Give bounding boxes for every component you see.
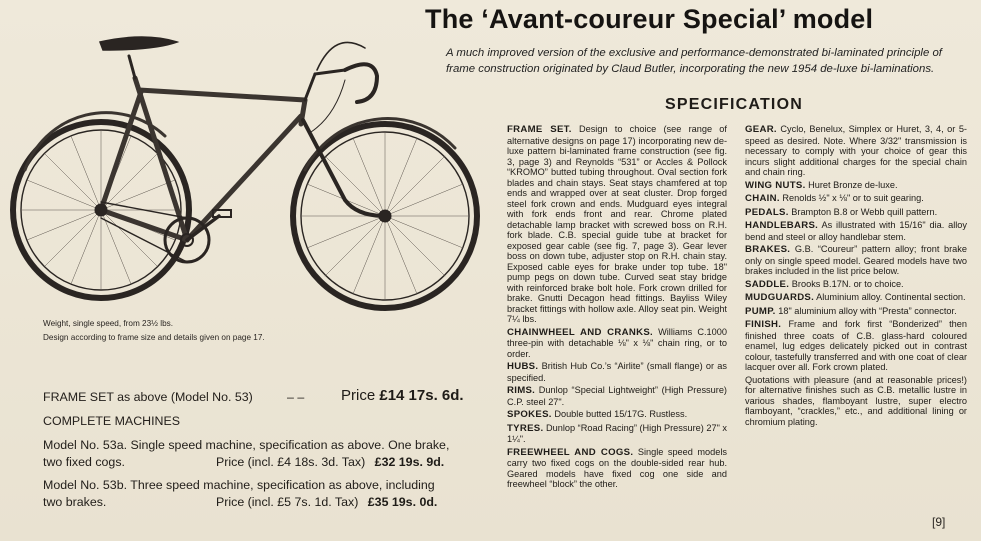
spec-entry — [745, 279, 967, 291]
spec-text: Single speed models carry two fixed cogs on the double-sided rear hub. Geared models have fixed cog one side and freewheel “block” the other. — [507, 446, 727, 489]
spec-label: MUDGUARDS. — [745, 292, 815, 303]
spec-label: HANDLEBARS. — [745, 220, 819, 231]
page-title: The ‘Avant-coureur Special’ model — [425, 4, 874, 34]
frame-set-price: £14 17s. 6d. — [379, 387, 464, 404]
spec-entry — [745, 124, 967, 178]
spec-column-right — [745, 124, 967, 429]
spec-entry — [507, 409, 727, 421]
spec-label: PEDALS. — [745, 206, 789, 218]
spec-label: CHAINWHEEL AND CRANKS. — [507, 326, 653, 338]
spec-label: HUBS. — [507, 361, 539, 372]
spec-label: TYRES. — [507, 422, 544, 434]
intro-paragraph: A much improved version of the exclusive and performance-demonstrated bi-laminated principle of frame construction originated by Claud Butler, incorporating the new 1954 de-luxe bi-laminations. — [446, 47, 942, 75]
model-53b-price-text: Price (incl. £5 7s. 1d. Tax) — [216, 495, 359, 509]
spec-text: Brampton B.8 or Webb quill pattern. — [791, 206, 938, 217]
spec-entry — [745, 306, 967, 318]
spec-label: CHAIN. — [745, 193, 780, 204]
spec-label: FINISH. — [745, 319, 782, 330]
frame-set-price-prefix: Price — [341, 387, 376, 404]
spec-text: Brooks B.17N. or to choice. — [791, 278, 904, 289]
spec-text: Dunlop “Road Racing” (High Pressure) 27" x 1¼". — [507, 422, 727, 444]
model-53a-desc-2: two fixed cogs. — [43, 455, 125, 469]
model-53a-price: £32 19s. 9d. — [374, 455, 445, 469]
spec-label: GEAR. — [745, 124, 777, 135]
spec-text: As illustrated with 15/16" dia. alloy bend and steel or alloy handlebar stem. — [745, 220, 968, 242]
model-53b-price: £35 19s. 0d. — [367, 495, 438, 509]
spec-text: Frame and fork first “Bonderized” then finished three coats of C.B. glass-hard coloured enamel, lug edges delicately picked out in contrast colour, tastefully transferred and with one coat of clear lacquer over all. Fork crown plated. — [745, 319, 967, 372]
spec-entry — [507, 423, 727, 445]
model-53b-price-line — [216, 495, 437, 509]
specification-heading: SPECIFICATION — [665, 96, 803, 113]
page-number: [9] — [932, 515, 946, 529]
spec-text: Dunlop “Special Lightweight” (High Pressure) C.P. steel 27". — [507, 385, 727, 407]
spec-entry — [745, 375, 967, 428]
frame-set-price-line — [341, 387, 464, 404]
spec-label: SPOKES. — [507, 409, 552, 420]
bicycle-illustration — [5, 20, 492, 320]
spec-entry — [745, 319, 967, 373]
spec-text: Huret Bronze de-luxe. — [808, 179, 898, 190]
spec-label: WING NUTS. — [745, 179, 806, 191]
spec-entry — [507, 124, 727, 325]
spec-entry — [745, 244, 967, 277]
frame-set-label: FRAME SET as above (Model No. 53) — [43, 390, 253, 404]
spec-entry — [745, 193, 967, 205]
spec-text: Quotations with pleasure (and at reasonable prices!) for alternative finishes such as C.B. metallic lustre in various shades, flamboyant lustre, super electro flamboyant, “crackles,” etc., and additional lining or chromium plating. — [745, 374, 967, 427]
spec-label: FRAME SET. — [507, 124, 572, 135]
spec-entry — [745, 180, 967, 192]
model-53b-desc-2: two brakes. — [43, 495, 107, 509]
spec-text: Williams C.1000 three-pin with detachable ⅛" x ⅛" chain ring, or to order. — [507, 326, 727, 359]
spec-text: Design to choice (see range of alternative designs on page 17) incorporating new de-luxe pattern bi-laminated frame construction (see fig. 3, page 3) and Reynolds “531” or Accles & Pollock “KROMO” butted tubing throughout. Oval section fork blades and chain stays. Seat stays chamfered at top ends and wrapped over at seat cluster. Drop forged steel fork crown and ends. Mudguard eyes integral with fork ends front and rear. Chrome plated detachable lamp bracket with screwed boss on R.H. fork blade. C.B. special guide tube at bracket for exposed gear cable (see fig. 7, page 3). Gear lever boss on down tube, adjuster stop on R.H. chain stay. Exposed cable eyes for brake under top tube. 18" pump pegs on down tube. Curved seat stay bridge with reinforced brake bolt hole. Fork crown drilled for brake. Gnutti Decagon head fittings. Bayliss Wiley bracket fittings with hollow axle. Alloy seat pin. Weight 7¼ lbs. — [507, 124, 727, 324]
illustration-caption — [43, 318, 303, 346]
spec-entry — [507, 447, 727, 490]
spec-label: SADDLE. — [745, 278, 790, 290]
spec-text: 18" aluminium alloy with “Presta” connector. — [778, 305, 957, 316]
spec-label: RIMS. — [507, 385, 536, 396]
model-53a-price-line — [216, 455, 444, 469]
model-53b-desc: Model No. 53b. Three speed machine, specification as above, including — [43, 478, 435, 492]
spec-text: British Hub Co.’s “Airlite” (small flange) or as specified. — [507, 361, 727, 383]
spec-text: Renolds ½" x ⅛" or to suit gearing. — [782, 193, 924, 203]
spec-label: FREEWHEEL AND COGS. — [507, 446, 634, 458]
spec-entry — [745, 207, 967, 219]
spec-entry — [745, 220, 967, 242]
spec-entry — [745, 292, 967, 304]
complete-machines-heading: COMPLETE MACHINES — [43, 414, 181, 428]
spec-label: PUMP. — [745, 305, 776, 317]
spec-column-left — [507, 124, 727, 492]
spec-entry — [507, 361, 727, 383]
spec-text: G.B. “Coureur” pattern alloy; front brake only on single speed model. Geared models have two brakes included in the list price below. — [745, 244, 967, 276]
frame-set-dashes: – – — [287, 390, 305, 404]
spec-label: BRAKES. — [745, 244, 791, 255]
model-53a-desc: Model No. 53a. Single speed machine, specification as above. One brake, — [43, 438, 450, 452]
caption-weight: Weight, single speed, from 23½ lbs. — [43, 319, 174, 328]
model-53a-price-text: Price (incl. £4 18s. 3d. Tax) — [216, 455, 366, 469]
spec-text: Aluminium alloy. Continental section. — [816, 292, 966, 302]
spec-text: Double butted 15/17G. Rustless. — [554, 409, 688, 419]
caption-design: Design according to frame size and details given on page 17. — [43, 333, 265, 342]
spec-text: Cyclo, Benelux, Simplex or Huret, 3, 4, or 5-speed as desired. Note. Where 3/32" transmission is necessary to comply with your choice of gear this incurs slight additional charges for the special chain and chain ring. — [745, 124, 967, 177]
spec-entry — [507, 385, 727, 407]
spec-entry — [507, 327, 727, 360]
